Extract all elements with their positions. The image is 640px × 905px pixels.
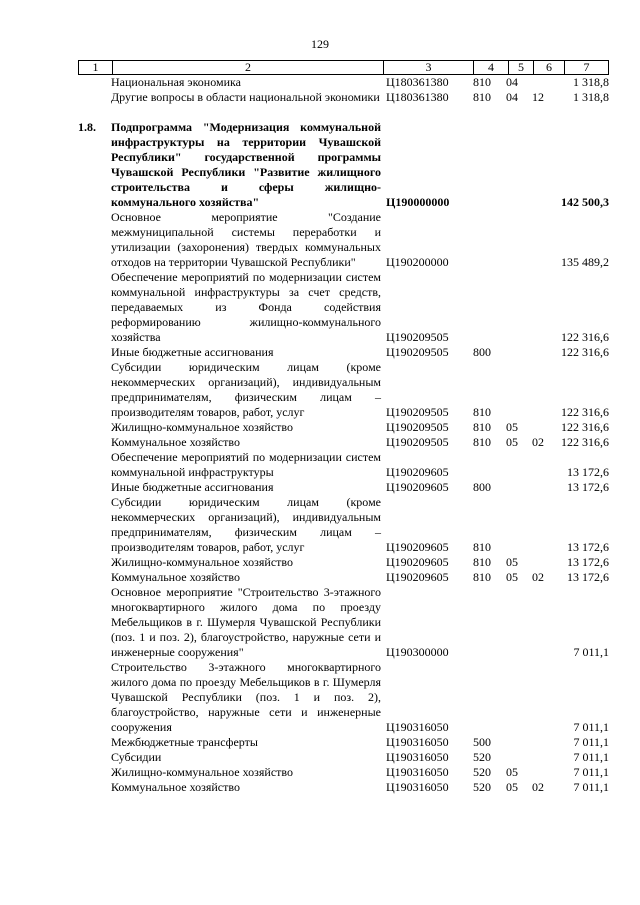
row-group: 800	[473, 480, 491, 494]
row-code: Ц190316050	[386, 735, 449, 749]
row-section: 05	[506, 435, 518, 449]
row-subsection: 02	[532, 570, 544, 584]
row-code: Ц190209605	[386, 555, 449, 569]
row-subsection: 02	[532, 780, 544, 794]
table-row	[78, 570, 609, 585]
row-amount: 7 011,1	[573, 735, 609, 749]
row-spacer	[78, 105, 609, 120]
row-section: 05	[506, 780, 518, 794]
header-col-7: 7	[565, 61, 609, 75]
row-group: 810	[473, 75, 491, 89]
row-group: 810	[473, 540, 491, 554]
row-code: Ц190209605	[386, 480, 449, 494]
row-section: 04	[506, 90, 518, 104]
row-amount: 13 172,6	[567, 570, 609, 584]
row-amount: 122 316,6	[561, 420, 609, 434]
header-col-2: 2	[113, 61, 384, 75]
table-row	[78, 450, 609, 480]
row-group: 520	[473, 765, 491, 779]
table-row	[78, 735, 609, 750]
row-amount: 7 011,1	[573, 765, 609, 779]
row-section: 05	[506, 765, 518, 779]
row-amount: 1 318,8	[573, 90, 609, 104]
row-name: Иные бюджетные ассигнования	[111, 345, 274, 359]
row-code: Ц190209605	[386, 540, 449, 554]
row-code: Ц190209505	[386, 420, 449, 434]
row-group: 810	[473, 420, 491, 434]
row-name: Строительство 3-этажного многоквартирного жилого дома по проезду Мебельщиков в г. Шумерля Чувашской Республики (поз. 1 и поз. 2), благоустройство, наружные сети и инженерные сооружения	[111, 660, 381, 734]
row-name: Коммунальное хозяйство	[111, 435, 240, 449]
row-section: 05	[506, 420, 518, 434]
row-amount: 13 172,6	[567, 540, 609, 554]
row-code: Ц190300000	[386, 645, 449, 659]
row-group: 520	[473, 780, 491, 794]
row-name: Обеспечение мероприятий по модернизации систем коммунальной инфраструктуры за счет средств, передаваемых из Фонда содействия реформированию жилищно-коммунального хозяйства	[111, 270, 381, 344]
row-amount: 122 316,6	[561, 330, 609, 344]
table-row	[78, 780, 609, 795]
header-col-5: 5	[509, 61, 534, 75]
row-section: 05	[506, 570, 518, 584]
table-row	[78, 345, 609, 360]
row-code: Ц190316050	[386, 750, 449, 764]
row-group: 810	[473, 435, 491, 449]
row-number: 1.8.	[78, 120, 96, 134]
row-name: Национальная экономика	[111, 75, 241, 89]
row-name: Субсидии юридическим лицам (кроме некоммерческих организаций), индивидуальным предпринимателям, физическим лицам – производителям товаров, работ, услуг	[111, 495, 381, 554]
row-name: Коммунальное хозяйство	[111, 570, 240, 584]
header-col-3: 3	[384, 61, 474, 75]
row-code: Ц190316050	[386, 780, 449, 794]
row-name: Обеспечение мероприятий по модернизации систем коммунальной инфраструктуры	[111, 450, 381, 479]
row-name: Субсидии юридическим лицам (кроме некоммерческих организаций), индивидуальным предпринимателям, физическим лицам – производителям товаров, работ, услуг	[111, 360, 381, 419]
row-name: Межбюджетные трансферты	[111, 735, 258, 749]
row-group: 810	[473, 405, 491, 419]
row-group: 810	[473, 555, 491, 569]
table-row	[78, 360, 609, 420]
row-name: Подпрограмма "Модернизация коммунальной инфраструктуры на территории Чувашской Республики" государственной программы Чувашской Республики "Развитие жилищного строительства и сферы жилищно-коммунального хозяйства"	[111, 120, 381, 209]
row-name: Основное мероприятие "Строительство 3-этажного многоквартирного жилого дома по проезду Мебельщиков в г. Шумерля Чувашской Республики (поз. 1 и поз. 2), благоустройство, наружные сети и инженерные сооружения"	[111, 585, 381, 659]
row-group: 520	[473, 750, 491, 764]
row-group: 800	[473, 345, 491, 359]
row-section: 04	[506, 75, 518, 89]
row-group: 810	[473, 90, 491, 104]
row-code: Ц190316050	[386, 765, 449, 779]
row-amount: 7 011,1	[573, 720, 609, 734]
row-code: Ц190209605	[386, 570, 449, 584]
row-amount: 122 316,6	[561, 345, 609, 359]
row-code: Ц190000000	[386, 195, 450, 209]
row-name: Жилищно-коммунальное хозяйство	[111, 555, 294, 569]
row-code: Ц190209505	[386, 345, 449, 359]
row-name: Другие вопросы в области национальной экономики	[111, 90, 380, 104]
row-section: 05	[506, 555, 518, 569]
row-amount: 122 316,6	[561, 435, 609, 449]
table-row	[78, 90, 609, 105]
table-row	[78, 495, 609, 555]
row-subsection: 02	[532, 435, 544, 449]
row-amount: 7 011,1	[573, 645, 609, 659]
row-amount: 13 172,6	[567, 555, 609, 569]
row-code: Ц190209505	[386, 330, 449, 344]
row-group: 810	[473, 570, 491, 584]
row-amount: 7 011,1	[573, 750, 609, 764]
table-row	[78, 555, 609, 570]
row-group: 500	[473, 735, 491, 749]
row-code: Ц180361380	[386, 90, 449, 104]
table-row	[78, 480, 609, 495]
row-subsection: 12	[532, 90, 544, 104]
row-name: Основное мероприятие "Создание межмуниципальной системы переработки и утилизации (захоронения) твердых коммунальных отходов на территории Чувашской Республики"	[111, 210, 381, 269]
row-amount: 135 489,2	[561, 255, 609, 269]
table-row	[78, 420, 609, 435]
table-row	[78, 75, 609, 90]
row-name: Коммунальное хозяйство	[111, 780, 240, 794]
row-name: Иные бюджетные ассигнования	[111, 480, 274, 494]
row-amount: 13 172,6	[567, 480, 609, 494]
table-row	[78, 270, 609, 345]
table-row	[78, 585, 609, 660]
row-name: Субсидии	[111, 750, 162, 764]
table-row	[78, 435, 609, 450]
row-code: Ц190316050	[386, 720, 449, 734]
row-amount: 13 172,6	[567, 465, 609, 479]
row-code: Ц190200000	[386, 255, 449, 269]
row-amount: 1 318,8	[573, 75, 609, 89]
header-col-4: 4	[474, 61, 509, 75]
row-code: Ц180361380	[386, 75, 449, 89]
page-number: 129	[311, 37, 329, 51]
table-row	[78, 660, 609, 735]
table-row	[78, 210, 609, 270]
table-row	[78, 765, 609, 780]
header-col-1: 1	[79, 61, 113, 75]
row-name: Жилищно-коммунальное хозяйство	[111, 765, 294, 779]
table-row	[78, 750, 609, 765]
row-amount: 122 316,6	[561, 405, 609, 419]
row-amount: 7 011,1	[573, 780, 609, 794]
row-code: Ц190209505	[386, 435, 449, 449]
row-code: Ц190209505	[386, 405, 449, 419]
row-name: Жилищно-коммунальное хозяйство	[111, 420, 294, 434]
header-col-6: 6	[534, 61, 565, 75]
budget-table-body	[78, 75, 609, 795]
table-header	[78, 60, 609, 75]
row-code: Ц190209605	[386, 465, 449, 479]
row-amount: 142 500,3	[561, 195, 609, 209]
table-row	[78, 120, 609, 210]
